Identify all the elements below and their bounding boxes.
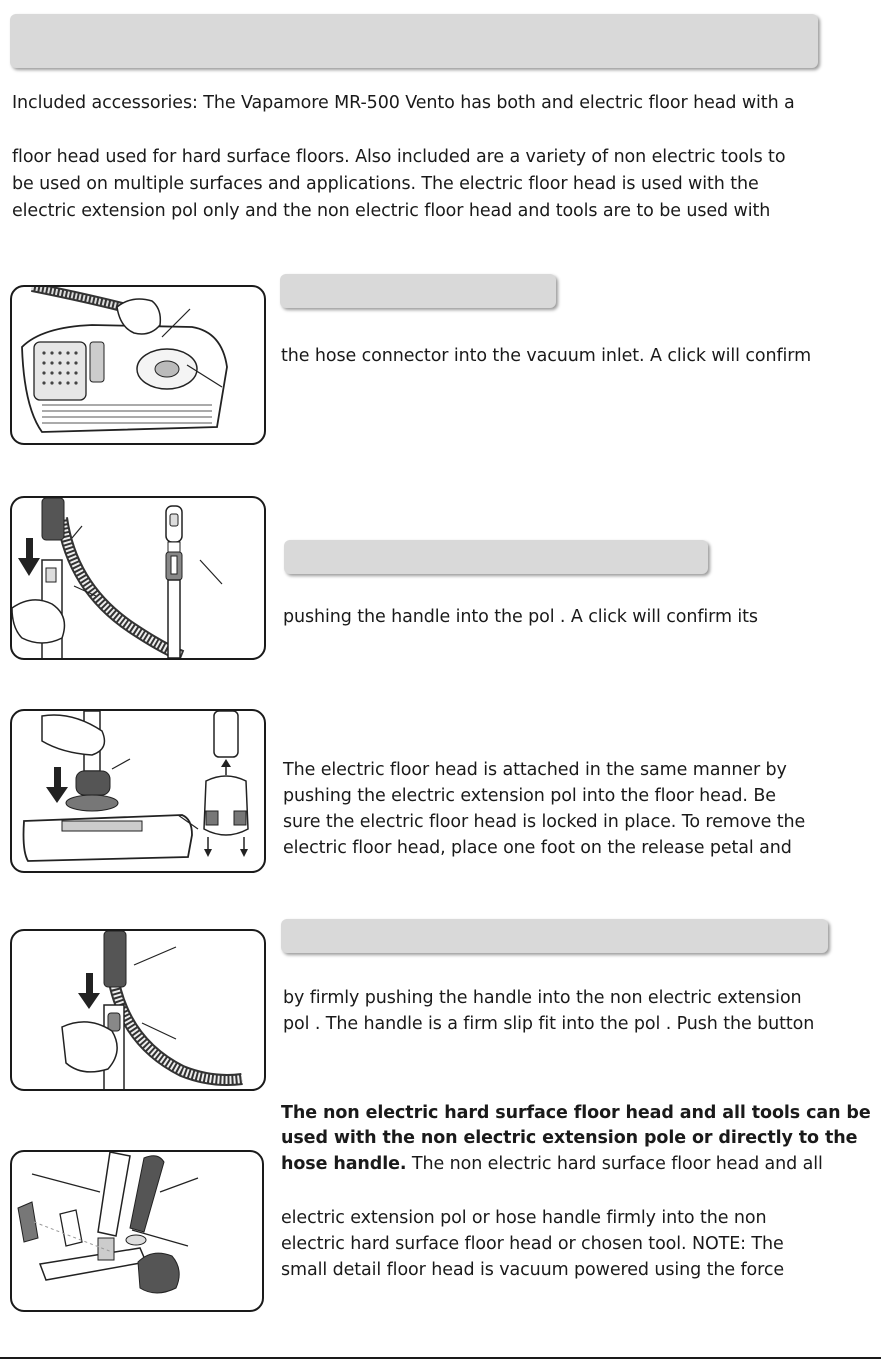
section5-line-5: electric hard surface floor head or chosen tool. NOTE: The — [281, 1234, 784, 1254]
section1-heading-bar — [280, 274, 556, 308]
section3-line-4: electric floor head, place one foot on the release petal and — [283, 838, 792, 858]
section1-line-1: the hose connector into the vacuum inlet. A click will confirm — [281, 346, 812, 366]
handle-to-pole-illustration — [10, 496, 266, 660]
electric-floor-head-illustration — [10, 709, 266, 873]
intro-line-3: be used on multiple surfaces and applications. The electric floor head is used with the — [12, 174, 759, 194]
section5-bold-line-1: The non electric hard surface floor head and all tools can be — [281, 1103, 871, 1123]
non-electric-pole-illustration — [10, 929, 266, 1091]
section3-line-2: pushing the electric extension pol into the floor head. Be — [283, 786, 776, 806]
section2-heading-bar — [284, 540, 708, 574]
intro-line-2: floor head used for hard surface floors. Also included are a variety of non electric tools to — [12, 147, 786, 167]
section2-line-1: pushing the handle into the pol . A click will confirm its — [283, 607, 758, 627]
intro-line-4: electric extension pol only and the non electric floor head and tools are to be used with — [12, 201, 771, 221]
section5-line-4: electric extension pol or hose handle firmly into the non — [281, 1208, 767, 1228]
section4-line-2: pol . The handle is a firm slip fit into the pol . Push the button — [283, 1014, 815, 1034]
section3-line-3: sure the electric floor head is locked in place. To remove the — [283, 812, 806, 832]
section5-bold-line-2: used with the non electric extension pole or directly to the — [281, 1128, 858, 1148]
section5-bold-line-3: hose handle. — [281, 1154, 407, 1174]
section3-line-1: The electric floor head is attached in the same manner by — [283, 760, 787, 780]
intro-line-1: Included accessories: The Vapamore MR-500 Vento has both and electric floor head with a — [12, 93, 795, 113]
header-bar — [10, 14, 818, 68]
footer-rule — [0, 1357, 881, 1359]
section4-line-1: by firmly pushing the handle into the non electric extension — [283, 988, 802, 1008]
tools-illustration — [10, 1150, 264, 1312]
hose-connection-illustration — [10, 285, 266, 445]
section4-heading-bar — [281, 919, 828, 953]
section5-line-3 — [281, 1150, 823, 1178]
section5-line-3-rest: The non electric hard surface floor head and all — [406, 1154, 823, 1174]
section5-line-6: small detail floor head is vacuum powered using the force — [281, 1260, 785, 1280]
